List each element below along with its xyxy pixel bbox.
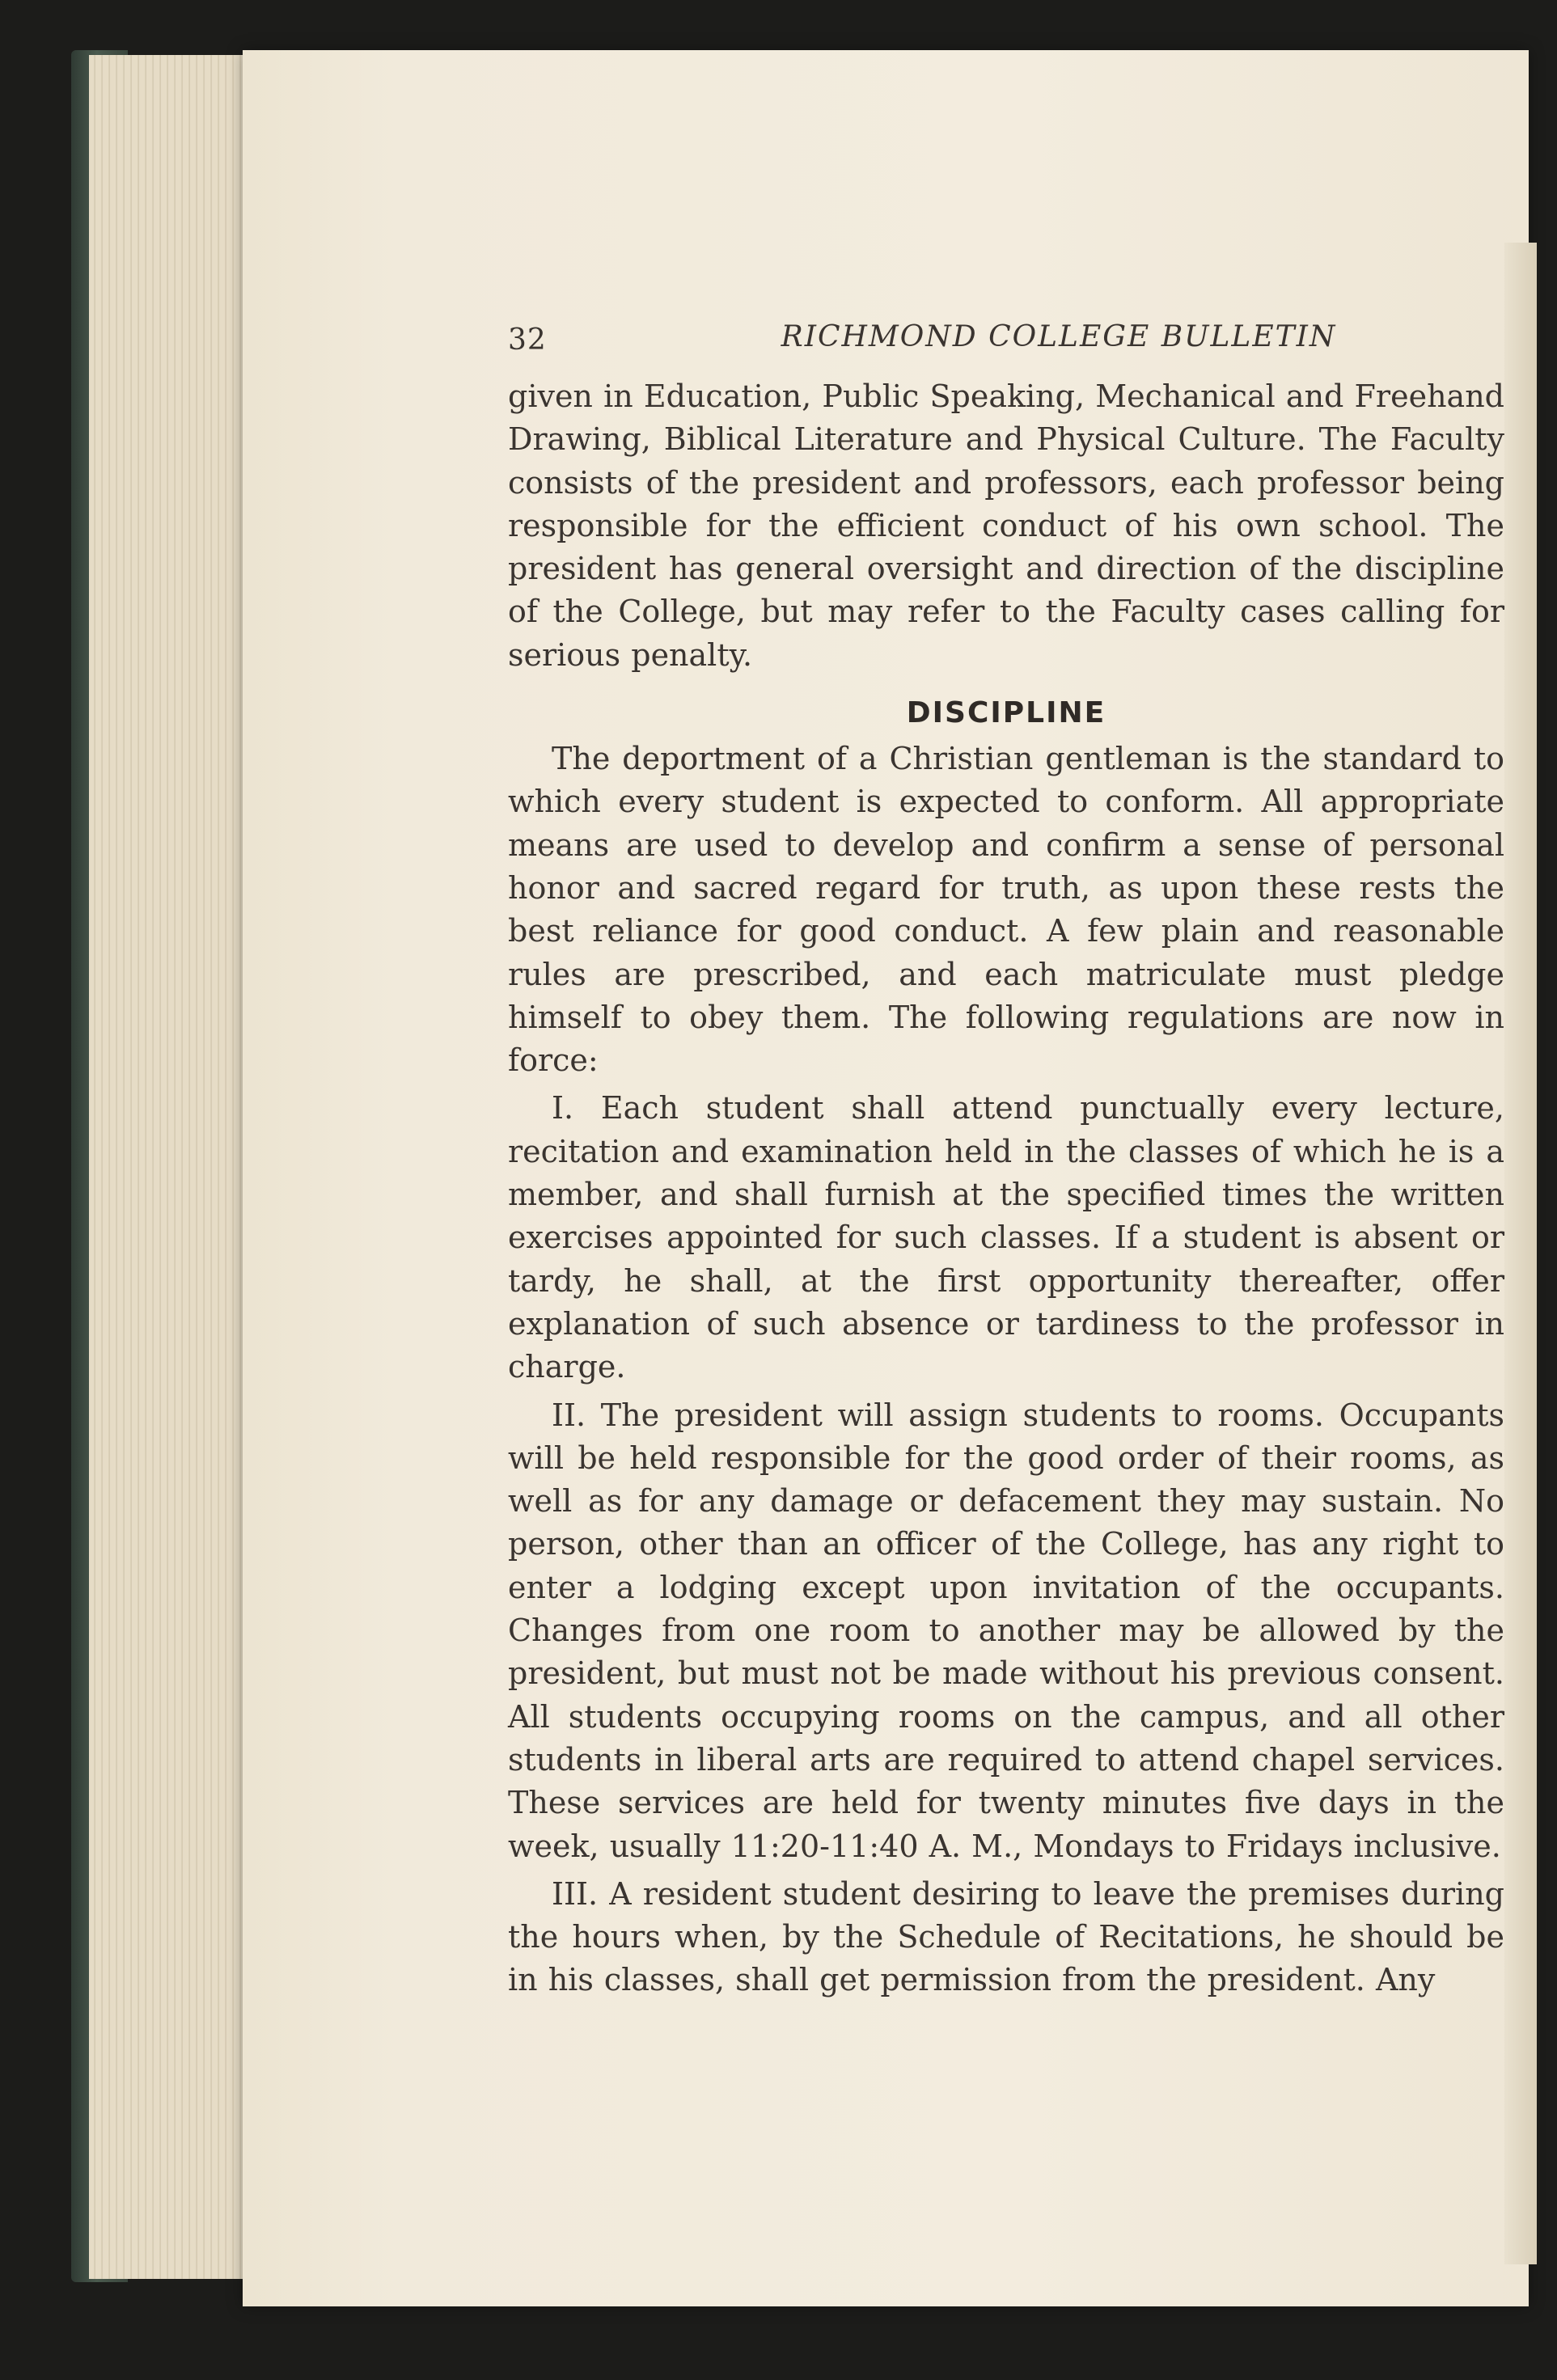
running-head: RICHMOND COLLEGE BULLETIN <box>781 320 1337 353</box>
page-number: 32 <box>508 323 547 357</box>
rule-1: I. Each student shall attend punctually every lecture, recitation and examination held in the classes of which he is a member, and shall furnish at the specified times the written exercises appointed for such classes. If a student is absent or tardy, he shall, at the first opportunity thereafter, offer explanation of such absence or tardiness to the professor in charge. <box>508 1090 1504 1385</box>
paragraph-intro: given in Education, Public Speaking, Mechanical and Freehand Drawing, Biblical Literature and Physical Culture. The Faculty consists of the president and professors, each professor being responsible for the efficient conduct of his own school. The president has general oversight and direction of the discipline of the College, but may refer to the Faculty cases calling for serious penalty. <box>508 378 1504 673</box>
page-edges <box>89 55 267 2279</box>
body-text <box>508 375 1504 2002</box>
text-block <box>508 307 1504 2248</box>
paragraph-discipline: The deportment of a Christian gentleman is the standard to which every student is expected to conform. All appropriate means are used to develop and confirm a sense of personal honor and sacred regard for truth, as upon these rests the best reliance for good conduct. A few plain and reasonable rules are prescribed, and each matriculate must pledge himself to obey them. The following regulations are now in force: <box>508 741 1504 1079</box>
fore-edge <box>1504 243 1537 2264</box>
rule-3: III. A resident student desiring to leave the premises during the hours when, by the Schedule of Recitations, he should be in his classes, shall get permission from the president. Any <box>508 1875 1504 1998</box>
section-heading-discipline: DISCIPLINE <box>906 696 1106 730</box>
page-header <box>508 307 1504 364</box>
rule-2: II. The president will assign students to rooms. Occupants will be held responsible for the good order of their rooms, as well as for any damage or defacement they may sustain. No person, other than an officer of the College, has any right to enter a lodging except upon invitation of the occupants. Changes from one room to another may be allowed by the president, but must not be made without his previous consent. All students occupying rooms on the campus, and all other students in liberal arts are required to attend chapel services. These services are held for twenty minutes five days in the week, usually 11:20-11:40 A. M., Mondays to Fridays inclusive. <box>508 1397 1504 1864</box>
